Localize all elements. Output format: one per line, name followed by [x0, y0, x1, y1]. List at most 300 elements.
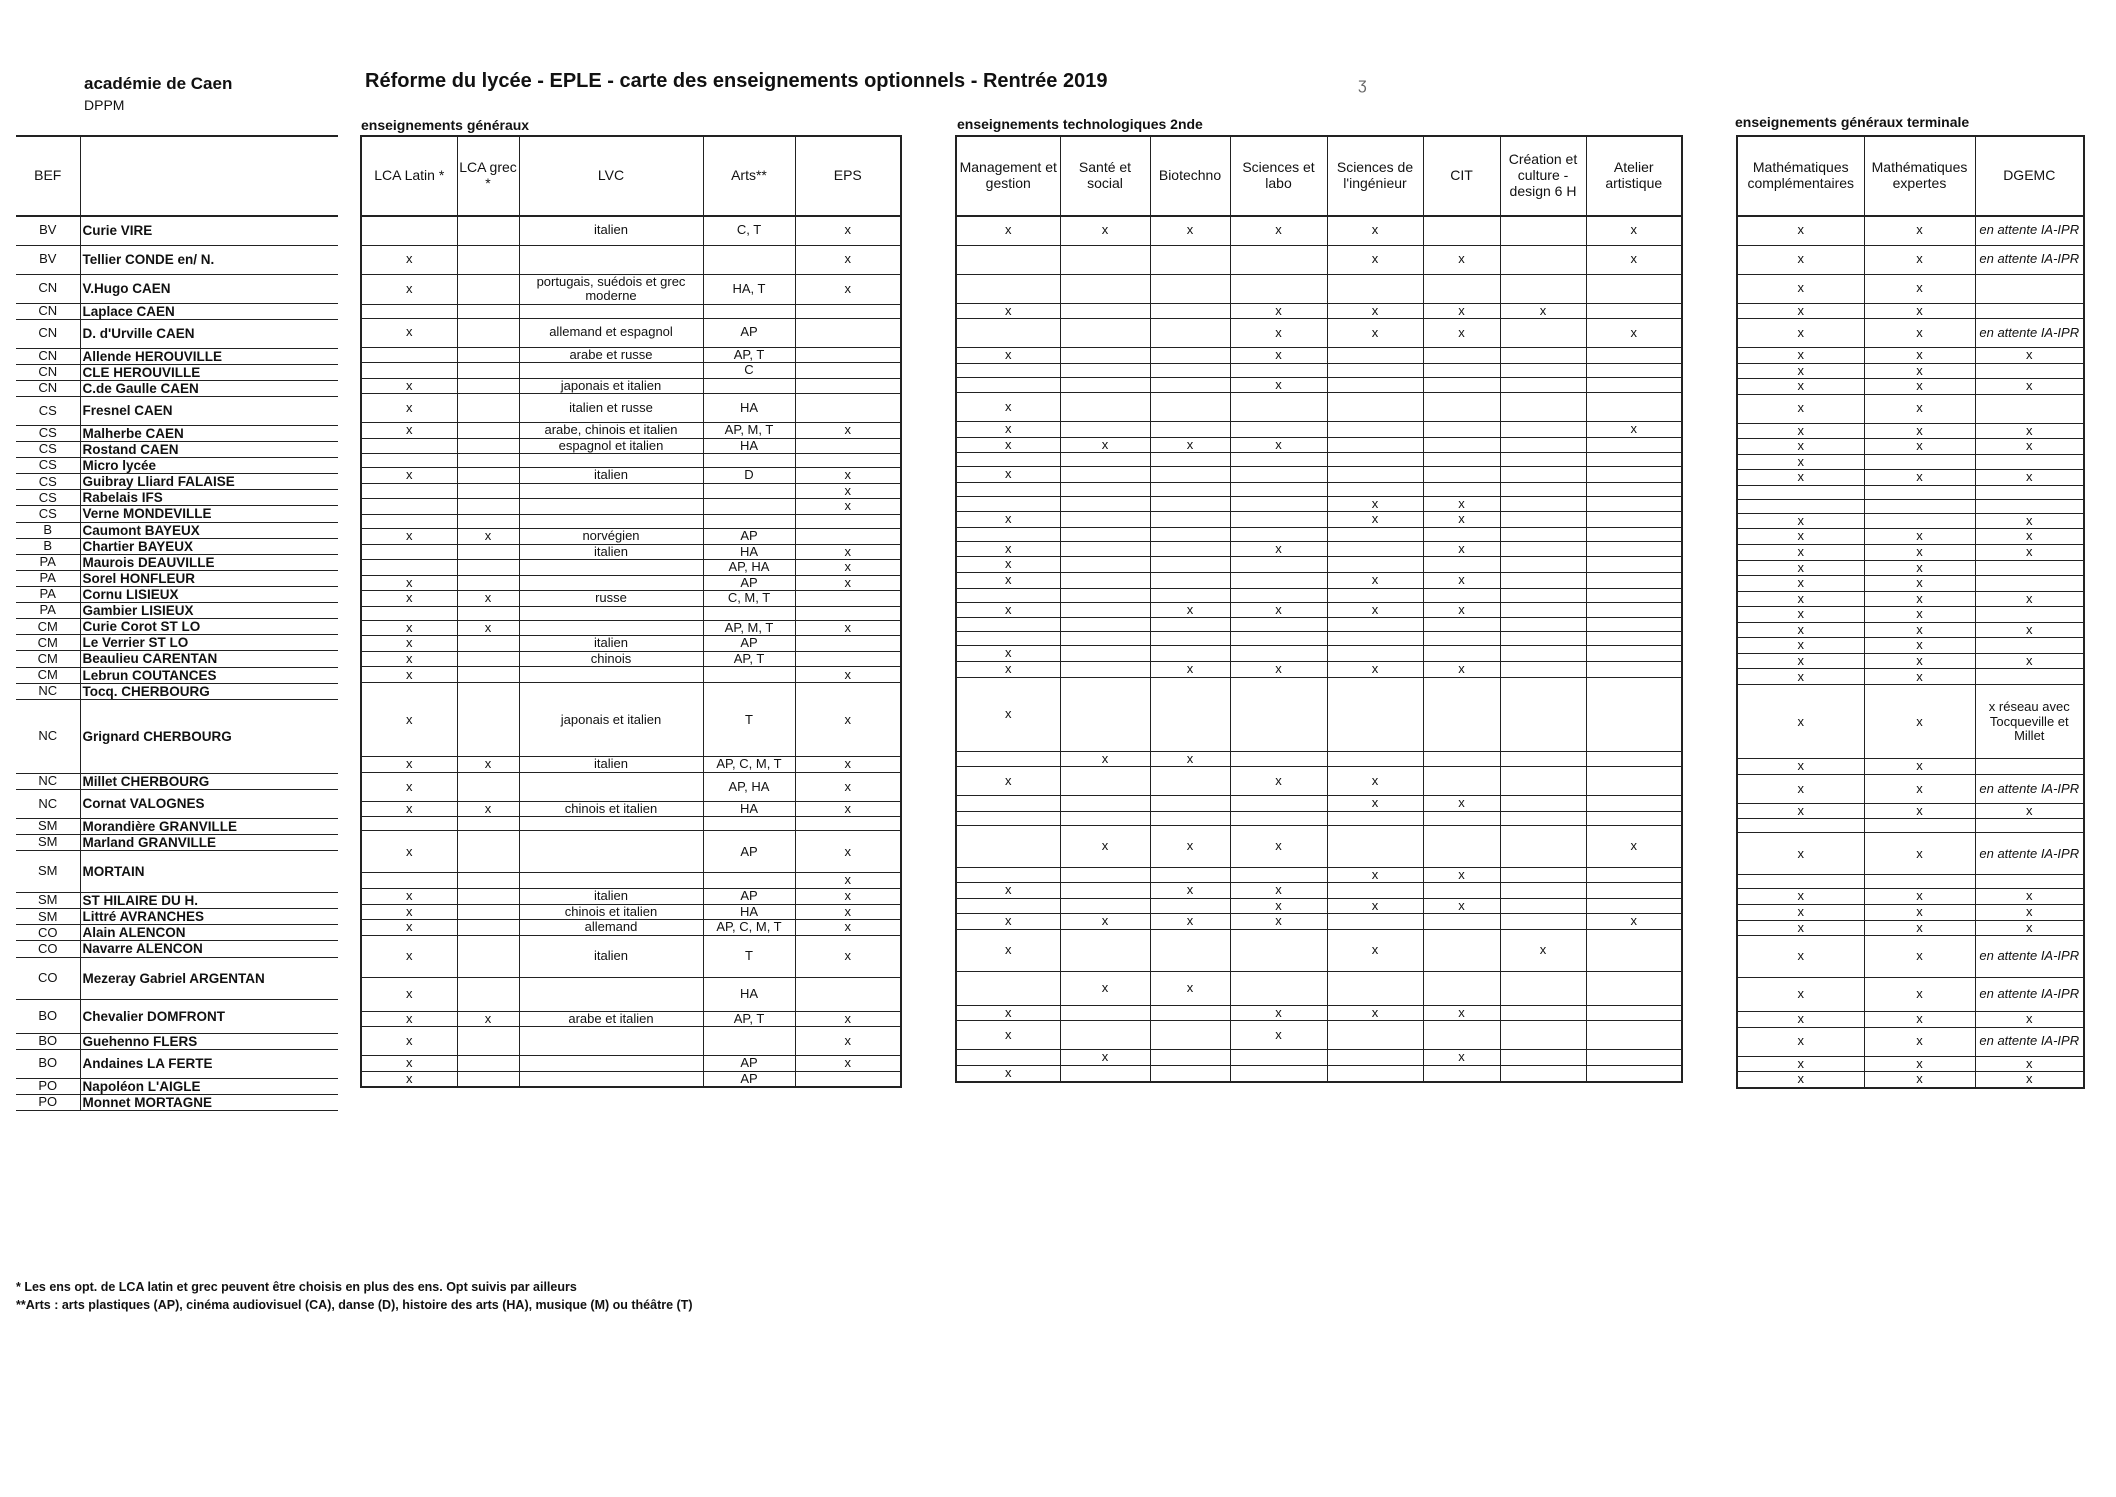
techno-cell-atelier-artistique: [1586, 496, 1682, 512]
general-cell-eps: x: [795, 920, 901, 936]
techno-cell-cit: [1423, 363, 1500, 377]
terminal-cell-mathematiques-complementaires: x: [1737, 591, 1864, 607]
general-cell-arts: AP, T: [703, 347, 795, 363]
terminal-cell-mathematiques-expertes: x: [1864, 363, 1975, 379]
table-row: [956, 482, 1682, 496]
establishment-name: Sorel HONFLEUR: [80, 570, 338, 586]
general-cell-lca-grec: [457, 363, 519, 379]
techno-cell-atelier-artistique: [1586, 588, 1682, 602]
terminal-cell-dgemc: x: [1975, 1056, 2084, 1072]
establishment-name: Allende HEROUVILLE: [80, 348, 338, 364]
techno-cell-biotechno: [1150, 796, 1230, 812]
techno-cell-sciences-de-l-ingenieur: [1327, 632, 1423, 646]
techno-cell-atelier-artistique: [1586, 661, 1682, 677]
techno-cell-sante-et-social: x: [1060, 216, 1150, 245]
general-cell-lvc: [519, 454, 703, 468]
general-cell-lca-latin: x: [361, 468, 457, 484]
techno-cell-atelier-artistique: [1586, 512, 1682, 528]
techno-cell-sciences-et-labo: x: [1230, 541, 1327, 557]
techno-cell-biotechno: [1150, 496, 1230, 512]
techno-cell-sante-et-social: [1060, 557, 1150, 573]
establishment-name: Caumont BAYEUX: [80, 522, 338, 538]
general-cell-lca-latin: x: [361, 757, 457, 773]
terminal-cell-mathematiques-complementaires: x: [1737, 274, 1864, 303]
terminal-cell-dgemc: x: [1975, 803, 2084, 819]
general-cell-lca-grec: [457, 378, 519, 394]
general-cell-lca-grec: [457, 216, 519, 245]
techno-cell-biotechno: [1150, 319, 1230, 348]
general-cell-lvc: italien et russe: [519, 394, 703, 423]
table-row: [16, 893, 338, 909]
general-cell-arts: HA: [703, 394, 795, 423]
general-cell-lvc: [519, 245, 703, 274]
general-cell-eps: [795, 1071, 901, 1087]
establishment-name: Littré AVRANCHES: [80, 909, 338, 925]
techno-cell-sciences-et-labo: x: [1230, 348, 1327, 364]
terminal-cell-dgemc: [1975, 875, 2084, 889]
table-row: [361, 772, 901, 801]
techno-cell-sante-et-social: [1060, 453, 1150, 467]
terminal-cell-mathematiques-expertes: [1864, 454, 1975, 470]
terminal-cell-mathematiques-expertes: x: [1864, 936, 1975, 978]
techno-cell-management-et-gestion: x: [956, 602, 1060, 618]
general-cell-arts: [703, 817, 795, 831]
techno-cell-creation-et-culture-design-6-h: [1500, 883, 1586, 899]
terminal-cell-mathematiques-complementaires: x: [1737, 319, 1864, 348]
general-cell-eps: [795, 347, 901, 363]
terminal-cell-mathematiques-expertes: x: [1864, 1012, 1975, 1028]
general-cell-arts: HA, T: [703, 274, 795, 304]
terminal-cell-mathematiques-complementaires: x: [1737, 576, 1864, 592]
general-cell-arts: AP: [703, 528, 795, 544]
terminal-cell-mathematiques-expertes: x: [1864, 1056, 1975, 1072]
terminal-cell-dgemc: [1975, 485, 2084, 499]
terminal-cell-dgemc: x: [1975, 1012, 2084, 1028]
general-cell-lca-grec: [457, 560, 519, 576]
general-cell-lca-grec: [457, 977, 519, 1011]
terminal-cell-dgemc: [1975, 819, 2084, 833]
terminal-cell-mathematiques-expertes: x: [1864, 920, 1975, 936]
techno-cell-cit: [1423, 422, 1500, 438]
terminal-cell-mathematiques-expertes: x: [1864, 607, 1975, 623]
general-cell-arts: C, T: [703, 216, 795, 245]
general-cell-eps: x: [795, 274, 901, 304]
general-cell-lca-latin: [361, 560, 457, 576]
general-cell-eps: [795, 318, 901, 347]
general-cell-lca-grec: [457, 1056, 519, 1072]
techno-cell-cit: [1423, 588, 1500, 602]
techno-cell-cit: x: [1423, 245, 1500, 274]
terminal-cell-mathematiques-expertes: x: [1864, 622, 1975, 638]
terminal-cell-dgemc: x: [1975, 591, 2084, 607]
techno-cell-cit: x: [1423, 602, 1500, 618]
terminal-cell-mathematiques-complementaires: x: [1737, 936, 1864, 978]
table-row: [1737, 1056, 2084, 1072]
techno-cell-sciences-et-labo: x: [1230, 914, 1327, 930]
techno-cell-sciences-de-l-ingenieur: [1327, 825, 1423, 867]
terminal-cell-dgemc: x: [1975, 889, 2084, 905]
techno-cell-cit: x: [1423, 541, 1500, 557]
techno-cell-sciences-et-labo: x: [1230, 602, 1327, 618]
table-row: [956, 245, 1682, 274]
general-cell-lca-latin: x: [361, 888, 457, 904]
table-row: [956, 1065, 1682, 1081]
general-cell-lca-grec: x: [457, 528, 519, 544]
establishment-name: Rostand CAEN: [80, 442, 338, 458]
establishment-name: MORTAIN: [80, 851, 338, 893]
techno-cell-sciences-de-l-ingenieur: x: [1327, 767, 1423, 796]
general-cell-lvc: russe: [519, 591, 703, 607]
terminal-cell-mathematiques-complementaires: x: [1737, 833, 1864, 875]
general-cell-lvc: chinois: [519, 651, 703, 667]
table-row: [361, 636, 901, 652]
table-row: [16, 1049, 338, 1078]
techno-cell-sciences-de-l-ingenieur: x: [1327, 303, 1423, 319]
table-row: [1737, 833, 2084, 875]
table-row: [16, 603, 338, 619]
general-cell-lca-latin: [361, 514, 457, 528]
techno-cell-cit: [1423, 274, 1500, 303]
general-cell-arts: [703, 245, 795, 274]
general-cell-lvc: italien: [519, 757, 703, 773]
terminal-cell-dgemc: [1975, 607, 2084, 623]
header-lca-grec: LCA grec *: [457, 136, 519, 216]
techno-cell-cit: x: [1423, 496, 1500, 512]
techno-cell-sante-et-social: x: [1060, 914, 1150, 930]
general-cell-arts: HA: [703, 544, 795, 560]
establishment-name: Marland GRANVILLE: [80, 835, 338, 851]
techno-cell-atelier-artistique: [1586, 453, 1682, 467]
general-cell-eps: x: [795, 935, 901, 977]
general-cell-lca-latin: x: [361, 667, 457, 683]
techno-cell-sciences-de-l-ingenieur: [1327, 482, 1423, 496]
techno-cell-atelier-artistique: [1586, 796, 1682, 812]
techno-cell-cit: [1423, 618, 1500, 632]
techno-cell-management-et-gestion: x: [956, 929, 1060, 971]
table-row: [956, 422, 1682, 438]
bef-cell: SM: [16, 851, 80, 893]
general-cell-eps: [795, 394, 901, 423]
terminal-cell-dgemc: en attente IA-IPR: [1975, 216, 2084, 245]
general-cell-lvc: chinois et italien: [519, 801, 703, 817]
techno-cell-atelier-artistique: [1586, 377, 1682, 393]
general-cell-eps: [795, 363, 901, 379]
terminal-cell-mathematiques-complementaires: [1737, 485, 1864, 499]
techno-cell-creation-et-culture-design-6-h: [1500, 796, 1586, 812]
table-row: [361, 904, 901, 920]
table-row: [361, 620, 901, 636]
techno-cell-atelier-artistique: [1586, 482, 1682, 496]
techno-cell-sciences-et-labo: [1230, 467, 1327, 483]
establishment-name: Cornu LISIEUX: [80, 587, 338, 603]
techno-cell-sciences-et-labo: [1230, 557, 1327, 573]
terminal-cell-mathematiques-expertes: x: [1864, 529, 1975, 545]
techno-cell-sciences-de-l-ingenieur: x: [1327, 496, 1423, 512]
techno-cell-management-et-gestion: [956, 363, 1060, 377]
techno-cell-sciences-de-l-ingenieur: x: [1327, 898, 1423, 914]
terminal-cell-mathematiques-complementaires: x: [1737, 607, 1864, 623]
techno-cell-cit: [1423, 632, 1500, 646]
terminal-cell-dgemc: en attente IA-IPR: [1975, 936, 2084, 978]
group-label-terminal: enseignements généraux terminale: [1735, 114, 1970, 130]
techno-cell-sciences-de-l-ingenieur: x: [1327, 216, 1423, 245]
bef-cell: CS: [16, 474, 80, 490]
general-cell-arts: [703, 1027, 795, 1056]
techno-cell-sciences-et-labo: [1230, 677, 1327, 751]
terminal-cell-mathematiques-expertes: x: [1864, 274, 1975, 303]
general-cell-lvc: [519, 499, 703, 515]
general-cell-eps: x: [795, 667, 901, 683]
techno-cell-sciences-de-l-ingenieur: [1327, 541, 1423, 557]
techno-cell-sciences-et-labo: [1230, 751, 1327, 767]
header-cit: CIT: [1423, 136, 1500, 216]
table-row: [16, 380, 338, 396]
techno-cell-sante-et-social: [1060, 811, 1150, 825]
table-row: [361, 935, 901, 977]
general-cell-lca-latin: x: [361, 591, 457, 607]
terminal-cell-mathematiques-expertes: x: [1864, 1027, 1975, 1056]
general-cell-lca-grec: [457, 831, 519, 873]
techno-cell-creation-et-culture-design-6-h: [1500, 898, 1586, 914]
terminal-cell-dgemc: en attente IA-IPR: [1975, 319, 2084, 348]
header-sciences-de-l-ingenieur: Sciences de l'ingénieur: [1327, 136, 1423, 216]
general-cell-arts: AP, C, M, T: [703, 757, 795, 773]
bef-cell: CM: [16, 667, 80, 683]
techno-cell-cit: x: [1423, 796, 1500, 812]
techno-cell-management-et-gestion: [956, 898, 1060, 914]
table-row: [1737, 1072, 2084, 1088]
establishment-name: ST HILAIRE DU H.: [80, 893, 338, 909]
techno-cell-sante-et-social: [1060, 303, 1150, 319]
general-cell-lca-latin: [361, 606, 457, 620]
general-cell-lca-grec: x: [457, 1011, 519, 1027]
general-cell-lca-latin: x: [361, 274, 457, 304]
table-row: [16, 490, 338, 506]
general-cell-eps: x: [795, 560, 901, 576]
table-row: [361, 363, 901, 379]
general-cell-lvc: italien: [519, 216, 703, 245]
techno-cell-atelier-artistique: [1586, 527, 1682, 541]
techno-cell-sciences-et-labo: x: [1230, 661, 1327, 677]
techno-cell-sciences-de-l-ingenieur: x: [1327, 572, 1423, 588]
techno-cell-creation-et-culture-design-6-h: [1500, 422, 1586, 438]
techno-cell-cit: [1423, 1021, 1500, 1050]
general-cell-lvc: [519, 817, 703, 831]
bef-cell: CM: [16, 635, 80, 651]
table-row: [956, 348, 1682, 364]
terminal-cell-mathematiques-complementaires: x: [1737, 759, 1864, 775]
bef-cell: CO: [16, 957, 80, 999]
terminal-cell-mathematiques-expertes: x: [1864, 394, 1975, 423]
bef-cell: CN: [16, 364, 80, 380]
table-row: [361, 394, 901, 423]
general-cell-lca-grec: [457, 873, 519, 889]
techno-cell-sciences-et-labo: [1230, 588, 1327, 602]
general-cell-eps: x: [795, 772, 901, 801]
general-cell-lca-grec: [457, 1027, 519, 1056]
table-row: [1737, 591, 2084, 607]
table-row: [1737, 978, 2084, 1012]
techno-cell-management-et-gestion: [956, 588, 1060, 602]
techno-cell-creation-et-culture-design-6-h: [1500, 512, 1586, 528]
techno-cell-biotechno: x: [1150, 971, 1230, 1005]
techno-cell-sante-et-social: [1060, 377, 1150, 393]
techno-cell-cit: [1423, 811, 1500, 825]
bef-cell: BO: [16, 1033, 80, 1049]
general-cell-lca-grec: [457, 438, 519, 454]
terminal-cell-mathematiques-expertes: x: [1864, 774, 1975, 803]
terminal-cell-mathematiques-complementaires: x: [1737, 1027, 1864, 1056]
general-cell-arts: AP, T: [703, 651, 795, 667]
techno-cell-creation-et-culture-design-6-h: [1500, 618, 1586, 632]
techno-cell-biotechno: [1150, 1050, 1230, 1066]
general-cell-lca-latin: [361, 544, 457, 560]
general-cell-lca-grec: x: [457, 801, 519, 817]
terminal-cell-mathematiques-complementaires: x: [1737, 216, 1864, 245]
general-cell-lca-grec: [457, 394, 519, 423]
techno-cell-management-et-gestion: x: [956, 1021, 1060, 1050]
techno-cell-biotechno: x: [1150, 216, 1230, 245]
table-row: [956, 867, 1682, 883]
terminal-cell-dgemc: [1975, 454, 2084, 470]
table-row: [1737, 936, 2084, 978]
table-row: [16, 683, 338, 699]
general-cell-lvc: espagnol et italien: [519, 438, 703, 454]
techno-cell-sciences-de-l-ingenieur: x: [1327, 867, 1423, 883]
general-cell-lca-latin: [361, 347, 457, 363]
techno-cell-sciences-de-l-ingenieur: [1327, 618, 1423, 632]
techno-cell-sante-et-social: [1060, 929, 1150, 971]
general-cell-lca-grec: [457, 683, 519, 757]
techno-cell-sciences-et-labo: [1230, 929, 1327, 971]
techno-cell-sciences-de-l-ingenieur: [1327, 274, 1423, 303]
general-cell-arts: C, M, T: [703, 591, 795, 607]
techno-cell-management-et-gestion: [956, 319, 1060, 348]
techno-cell-cit: [1423, 914, 1500, 930]
general-cell-arts: D: [703, 468, 795, 484]
bef-cell: SM: [16, 909, 80, 925]
terminal-cell-dgemc: [1975, 669, 2084, 685]
general-cell-lvc: [519, 304, 703, 318]
techno-cell-sciences-de-l-ingenieur: [1327, 1065, 1423, 1081]
table-row: [956, 1005, 1682, 1021]
techno-cell-management-et-gestion: [956, 274, 1060, 303]
table-row: [361, 514, 901, 528]
table-row: [361, 606, 901, 620]
general-cell-arts: AP, M, T: [703, 620, 795, 636]
techno-cell-sciences-de-l-ingenieur: [1327, 348, 1423, 364]
establishment-name: Rabelais IFS: [80, 490, 338, 506]
table-row: [361, 378, 901, 394]
general-cell-lvc: italien: [519, 935, 703, 977]
general-cell-lca-grec: [457, 483, 519, 499]
table-row: [956, 825, 1682, 867]
techno-cell-creation-et-culture-design-6-h: [1500, 661, 1586, 677]
table-row: [1737, 669, 2084, 685]
techno-cell-sciences-et-labo: [1230, 422, 1327, 438]
terminal-cell-mathematiques-expertes: x: [1864, 978, 1975, 1012]
table-row: [1737, 920, 2084, 936]
general-cell-lca-grec: [457, 304, 519, 318]
table-row: [1737, 1012, 2084, 1028]
table-row: [1737, 319, 2084, 348]
table-row: [956, 363, 1682, 377]
header-left: [84, 74, 232, 113]
techno-cell-sante-et-social: [1060, 618, 1150, 632]
terminal-cell-mathematiques-expertes: x: [1864, 759, 1975, 775]
techno-cell-sciences-de-l-ingenieur: [1327, 751, 1423, 767]
terminal-cell-mathematiques-complementaires: x: [1737, 470, 1864, 486]
general-cell-arts: [703, 606, 795, 620]
table-row: [956, 377, 1682, 393]
terminal-cell-mathematiques-expertes: x: [1864, 379, 1975, 395]
establishment-name: Gambier LISIEUX: [80, 603, 338, 619]
techno-cell-atelier-artistique: [1586, 898, 1682, 914]
table-row: [1737, 348, 2084, 364]
bef-cell: CM: [16, 619, 80, 635]
terminal-cell-dgemc: [1975, 560, 2084, 576]
terminal-cell-mathematiques-expertes: [1864, 875, 1975, 889]
techno-cell-cit: x: [1423, 303, 1500, 319]
techno-cell-creation-et-culture-design-6-h: [1500, 557, 1586, 573]
table-row: [1737, 875, 2084, 889]
establishment-name: Alain ALENCON: [80, 925, 338, 941]
terminal-cell-mathematiques-expertes: x: [1864, 1072, 1975, 1088]
techno-cell-creation-et-culture-design-6-h: [1500, 751, 1586, 767]
techno-cell-sante-et-social: [1060, 348, 1150, 364]
terminal-cell-dgemc: en attente IA-IPR: [1975, 245, 2084, 274]
techno-cell-cit: x: [1423, 319, 1500, 348]
general-cell-lvc: italien: [519, 544, 703, 560]
general-cell-arts: AP: [703, 1056, 795, 1072]
general-cell-arts: AP: [703, 636, 795, 652]
bef-cell: BO: [16, 999, 80, 1033]
establishment-name: Navarre ALENCON: [80, 941, 338, 957]
techno-cell-sciences-et-labo: [1230, 1050, 1327, 1066]
techno-cell-biotechno: x: [1150, 602, 1230, 618]
techno-cell-management-et-gestion: x: [956, 677, 1060, 751]
general-cell-lca-latin: x: [361, 772, 457, 801]
general-cell-eps: x: [795, 1027, 901, 1056]
techno-cell-sciences-et-labo: [1230, 453, 1327, 467]
table-row: [956, 527, 1682, 541]
techno-cell-biotechno: [1150, 422, 1230, 438]
establishment-name: Morandière GRANVILLE: [80, 818, 338, 834]
techno-cell-cit: x: [1423, 898, 1500, 914]
establishment-name: C.de Gaulle CAEN: [80, 380, 338, 396]
table-row: [956, 811, 1682, 825]
table-row: [956, 677, 1682, 751]
general-cell-eps: x: [795, 499, 901, 515]
techno-cell-management-et-gestion: x: [956, 422, 1060, 438]
general-cell-lca-grec: [457, 468, 519, 484]
table-row: [361, 757, 901, 773]
terminal-cell-dgemc: x: [1975, 920, 2084, 936]
general-cell-arts: [703, 378, 795, 394]
bef-cell: CS: [16, 458, 80, 474]
terminal-cell-mathematiques-complementaires: x: [1737, 1072, 1864, 1088]
techno-cell-management-et-gestion: x: [956, 303, 1060, 319]
establishment-name: Lebrun COUTANCES: [80, 667, 338, 683]
bef-cell: CS: [16, 425, 80, 441]
table-row: [16, 635, 338, 651]
bef-cell: PA: [16, 554, 80, 570]
techno-cell-creation-et-culture-design-6-h: [1500, 496, 1586, 512]
table-row: [16, 619, 338, 635]
table-row: [16, 364, 338, 380]
techno-cell-biotechno: [1150, 377, 1230, 393]
techno-cell-sciences-de-l-ingenieur: [1327, 467, 1423, 483]
